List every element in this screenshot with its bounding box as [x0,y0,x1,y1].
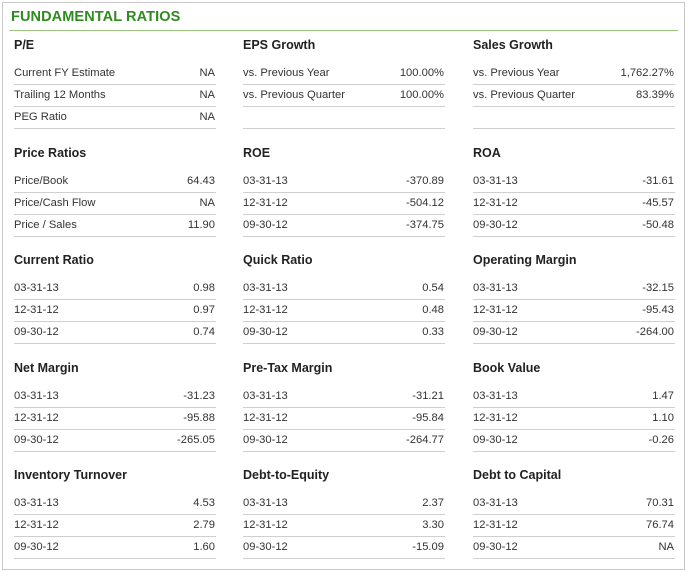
group-title: P/E [14,38,35,52]
row-label: 12-31-12 [14,304,59,316]
row-value: 1.47 [652,390,674,402]
ratio-row [14,278,216,300]
row-label: 12-31-12 [473,412,518,424]
row-label: 12-31-12 [243,412,288,424]
group-title: Sales Growth [473,38,553,52]
row-value: -45.57 [642,197,674,209]
row-value: 76.74 [646,519,674,531]
row-label: 03-31-13 [14,390,59,402]
row-label: 09-30-12 [473,434,518,446]
row-value: -31.21 [412,390,444,402]
row-label: PEG Ratio [14,111,67,123]
row-value: -95.43 [642,304,674,316]
row-value: 0.33 [422,326,444,338]
ratio-row [14,430,216,452]
row-value: 1.10 [652,412,674,424]
ratio-row [14,63,216,85]
ratio-row [243,171,445,193]
row-label: 09-30-12 [243,541,288,553]
row-value: -264.77 [406,434,444,446]
row-value: 0.54 [422,282,444,294]
group-title: Price Ratios [14,146,87,160]
row-label: Price / Sales [14,219,77,231]
row-value: -31.61 [642,175,674,187]
ratio-row [14,171,216,193]
ratio-row [243,63,445,85]
ratio-row [243,278,445,300]
ratio-row [14,537,216,559]
row-value: 0.48 [422,304,444,316]
row-value: 1.60 [193,541,215,553]
ratio-row [243,322,445,344]
ratio-row [473,85,675,107]
group-title: Operating Margin [473,253,577,267]
row-label: vs. Previous Year [473,67,560,79]
ratio-row [473,107,675,129]
ratio-row [243,300,445,322]
row-value: 11.90 [187,219,215,231]
row-label: vs. Previous Year [243,67,330,79]
row-label: 12-31-12 [243,304,288,316]
row-label: 12-31-12 [473,304,518,316]
ratio-row [14,515,216,537]
ratio-row [473,386,675,408]
row-label: 03-31-13 [473,390,518,402]
row-value: 3.30 [422,519,444,531]
row-value: NA [199,89,215,101]
row-label: 09-30-12 [243,434,288,446]
row-value: 1,762.27% [620,67,674,79]
row-label: 12-31-12 [473,197,518,209]
ratio-row [243,215,445,237]
ratio-row [473,63,675,85]
row-value: 4.53 [193,497,215,509]
row-label: vs. Previous Quarter [473,89,575,101]
ratio-row [14,85,216,107]
row-label: Price/Book [14,175,69,187]
row-value: -0.26 [648,434,674,446]
row-label: 12-31-12 [473,519,518,531]
ratio-row [14,322,216,344]
row-label: 03-31-13 [14,282,59,294]
ratio-row [14,215,216,237]
row-label: Current FY Estimate [14,67,116,79]
group-title: EPS Growth [243,38,316,52]
group-title: Quick Ratio [243,253,313,267]
row-value: -265.05 [177,434,215,446]
ratio-row [14,386,216,408]
row-label: 03-31-13 [473,282,518,294]
row-label: 03-31-13 [243,175,288,187]
row-value: NA [199,197,215,209]
row-value: 2.37 [422,497,444,509]
row-label: 03-31-13 [473,497,518,509]
group-title: Book Value [473,361,541,375]
row-value: 2.79 [193,519,215,531]
row-value: -95.84 [412,412,444,424]
group-title: Debt to Capital [473,468,562,482]
group-title: ROA [473,146,501,160]
ratio-row [473,193,675,215]
row-value: -374.75 [406,219,444,231]
row-label: Price/Cash Flow [14,197,96,209]
row-value: -264.00 [636,326,674,338]
group-title: Current Ratio [14,253,94,267]
row-value: -32.15 [642,282,674,294]
row-label: 12-31-12 [14,412,59,424]
group-title: ROE [243,146,271,160]
ratio-row [473,278,675,300]
row-value: 83.39% [636,89,674,101]
row-label: 12-31-12 [243,197,288,209]
row-label: Trailing 12 Months [14,89,106,101]
ratio-row [473,300,675,322]
row-label: 09-30-12 [243,219,288,231]
ratio-row [473,215,675,237]
ratio-row [243,107,445,129]
row-label: 12-31-12 [14,519,59,531]
row-value: 100.00% [399,89,444,101]
row-label: 09-30-12 [14,326,59,338]
ratio-row [243,193,445,215]
group-title: Pre-Tax Margin [243,361,333,375]
row-value: NA [199,67,215,79]
panel-title: FUNDAMENTAL RATIOS [11,9,181,25]
row-value: 0.97 [193,304,215,316]
row-label: 03-31-13 [473,175,518,187]
row-value: 70.31 [646,497,674,509]
ratio-row [473,537,675,559]
ratio-row [243,493,445,515]
row-value: -31.23 [183,390,215,402]
row-label: 03-31-13 [14,497,59,509]
row-label: 09-30-12 [14,434,59,446]
ratio-row [473,515,675,537]
ratio-row [14,300,216,322]
row-label: 09-30-12 [243,326,288,338]
row-label: 03-31-13 [243,282,288,294]
row-value: -95.88 [183,412,215,424]
ratio-row [473,430,675,452]
row-value: 100.00% [399,67,444,79]
row-label: 09-30-12 [473,541,518,553]
group-title: Net Margin [14,361,79,375]
ratio-row [243,85,445,107]
row-label: vs. Previous Quarter [243,89,345,101]
ratio-row [473,171,675,193]
row-value: NA [658,541,674,553]
group-title: Debt-to-Equity [243,468,330,482]
row-value: NA [199,111,215,123]
row-value: 64.43 [187,175,215,187]
row-value: -370.89 [406,175,444,187]
ratio-row [473,322,675,344]
row-value: -15.09 [412,541,444,553]
ratio-row [14,408,216,430]
ratio-row [243,408,445,430]
ratio-row [243,430,445,452]
row-label: 03-31-13 [243,497,288,509]
ratio-row [473,493,675,515]
title-divider [9,30,678,31]
row-value: 0.98 [193,282,215,294]
row-label: 09-30-12 [473,219,518,231]
group-title: Inventory Turnover [14,468,127,482]
row-value: -50.48 [642,219,674,231]
row-label: 12-31-12 [243,519,288,531]
ratio-row [473,408,675,430]
row-label: 09-30-12 [14,541,59,553]
ratio-row [243,515,445,537]
ratio-row [14,107,216,129]
ratio-row [14,193,216,215]
row-value: 0.74 [193,326,215,338]
ratio-row [243,537,445,559]
row-label: 09-30-12 [473,326,518,338]
ratio-row [14,493,216,515]
row-value: -504.12 [406,197,444,209]
row-label: 03-31-13 [243,390,288,402]
ratio-row [243,386,445,408]
